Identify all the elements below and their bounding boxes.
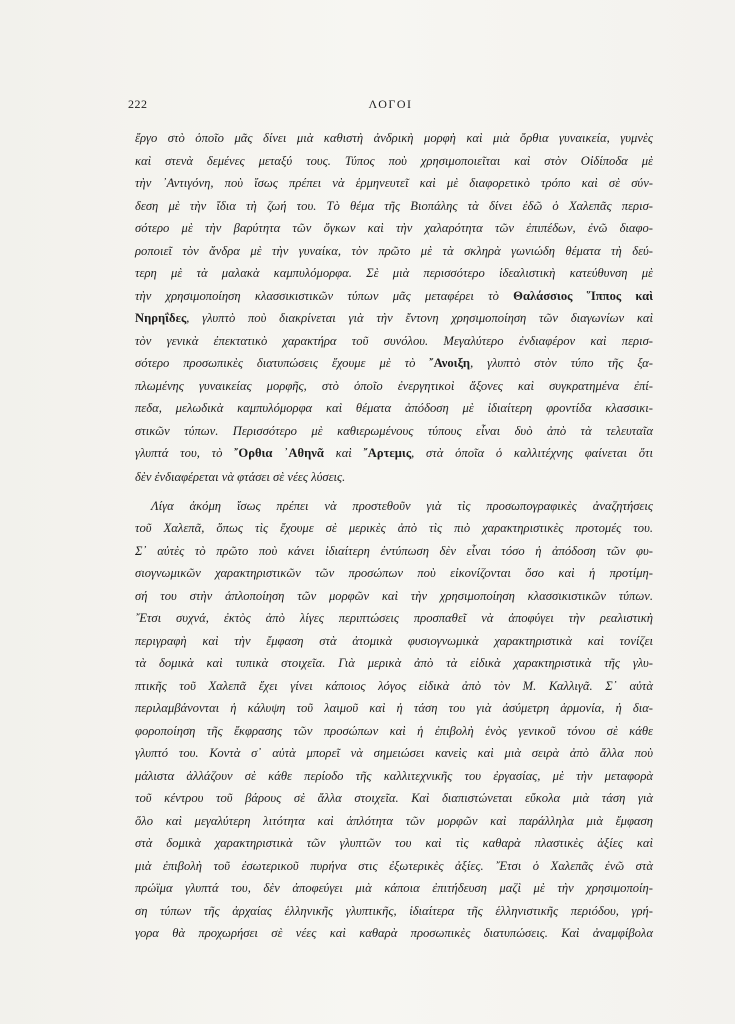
text-run: γλυπτά του, τὸ (135, 446, 235, 460)
text-run: μιὰ ἐπιβολὴ τοῦ ἐσωτερικοῦ πυρήνα στις ἐξωτερικὲς ἀξίες. ῎Ετσι ὁ Χαλεπᾶς ἐνῶ στὰ (135, 858, 653, 873)
text-run: , στὰ ὁποῖα ὁ καλλιτέχνης φαίνεται ὅτι (411, 446, 654, 460)
text-line (135, 262, 653, 285)
text-line (135, 352, 653, 375)
text-run: περιγραφὴ καὶ τὴν ἔμφαση στὰ ἀτομικὰ φυσιογνωμικὰ χαρακτηριστικὰ καὶ τονίζει (135, 633, 653, 648)
text-line (135, 495, 653, 518)
text-line (135, 877, 653, 900)
body-text (135, 127, 653, 945)
text-run: τερη μὲ τὰ μαλακὰ καμπυλόμορφα. Σὲ μιὰ περισσότερο ἰδεαλιστικὴ κατεύθυνση μὲ (135, 266, 653, 280)
text-line (135, 442, 653, 465)
text-run: ση τύπων τῆς ἀρχαίας ἑλληνικῆς γλυπτικῆς, ἰδιαίτερα τῆς ἑλληνιστικῆς περιόδου, γρή- (135, 903, 653, 918)
text-run: , γλυπτὸ ποὺ διακρίνεται γιὰ τὴν ἔντονη χρησιμοποίηση τῶν διαγωνίων καὶ (186, 311, 653, 325)
text-line (135, 420, 653, 443)
text-run: σότερο μὲ τὴν βαρύτητα τῶν ὄγκων καὶ τὴν χαλαρότητα τῶν ἐπιπέδων, ἐνῶ διαφο- (135, 221, 653, 235)
text-line (135, 240, 653, 263)
text-line (135, 832, 653, 855)
text-run: σή του στὴν ἁπλοποίηση τῶν μορφῶν καὶ τὴν χρησιμοποίηση κλασσικιστικῶν τύπων. (135, 588, 653, 603)
text-run: τὴν χρησιμοποίηση κλασσικιστικῶν τύπων μᾶς μεταφέρει τὸ (135, 288, 514, 303)
text-line (135, 540, 653, 563)
text-line (135, 517, 653, 540)
text-line (135, 330, 653, 353)
text-run: ἔργο στὸ ὁποῖο μᾶς δίνει μιὰ καθιστὴ ἀνδρικὴ μορφὴ καὶ μιὰ ὄρθια γυναικεία, γυμνὲς (135, 131, 653, 145)
text-run: Λίγα ἀκόμη ἴσως πρέπει νὰ προστεθοῦν γιὰ τὶς προσωπογραφικὲς ἀναζητήσεις (151, 498, 653, 513)
text-run: σότερο προσωπικὲς διατυπώσεις ἔχουμε μὲ τὸ (135, 356, 430, 370)
text-run: καὶ στενὰ δεμένες μεταξύ τους. Τύπος ποὺ χρησιμοποιεῖται καὶ στὸν Οἰδίποδα μὲ (135, 153, 653, 168)
text-run: πλωμένης γυναικείας μορφῆς, στὸ ὁποῖο ἐνεργητικοὶ ἄξονες καὶ συγκρατημένα ἐπί- (135, 378, 653, 393)
text-run: ροποιεῖ τὸν ἄνδρα μὲ τὴν γυναίκα, τὸν πρῶτο μὲ τὰ σκληρὰ γωνιώδη θέματα τὴ δεύ- (135, 243, 653, 258)
text-run: γορα θὰ προχωρήσει σὲ νέες καὶ καθαρὰ προσωπικὲς διατυπώσεις. Καὶ ἀναμφίβολα (135, 926, 653, 940)
text-run: δὲν ἐνδιαφέρεται νὰ φτάσει σὲ νέες λύσεις. (135, 469, 346, 484)
text-line (135, 652, 653, 675)
text-run: σιογνωμικῶν χαρακτηριστικῶν τῶν προσώπων ποὺ εἰκονίζονται ὅσο καὶ ἡ προτίμη- (135, 566, 653, 580)
text-line (135, 150, 653, 173)
text-line (135, 630, 653, 653)
text-run: τὰ δομικὰ καὶ τυπικὰ στοιχεῖα. Γιὰ μερικὰ ἀπὸ τὰ εἰδικὰ χαρακτηριστικὰ τῆς γλυ- (135, 656, 653, 670)
sculpture-title: ῎Ανοιξη (429, 356, 471, 370)
text-line (135, 195, 653, 218)
text-run: Σ᾿ αὐτὲς τὸ πρῶτο ποὺ κάνει ἰδιαίτερη ἐντύπωση δὲν εἶναι τόσο ἡ ἀπόδοση τῶν φυ- (135, 543, 653, 558)
text-line (135, 375, 653, 398)
text-line (135, 585, 653, 608)
text-run: περιλαμβάνονται ἡ κάλυψη τοῦ λαιμοῦ καὶ ἡ τάση του γιὰ ἀσύμετρη ἁρμονία, ἡ δια- (135, 701, 653, 715)
text-run: πρώϊμα γλυπτά του, δὲν ἀποφεύγει μιὰ κάποια ἐπιτήδευση μαζὶ μὲ τὴν χρησιμοποίη- (135, 881, 653, 895)
text-line (135, 465, 653, 495)
text-line (135, 397, 653, 420)
text-line (135, 697, 653, 720)
text-line (135, 172, 653, 195)
text-line (135, 607, 653, 630)
text-line (135, 922, 653, 945)
text-line (135, 765, 653, 788)
sculpture-title: ῎Αρτεμις (363, 446, 412, 460)
text-run: γλυπτό του. Κοντὰ σ᾿ αὐτὰ μπορεῖ νὰ σημειώσει κανεὶς καὶ μιὰ σειρὰ ἀπὸ ἄλλα ποὺ (135, 746, 653, 760)
text-run: στικῶν τύπων. Περισσότερο μὲ καθιερωμένους τύπους εἶναι δυὸ ἀπὸ τὰ τελευταῖα (135, 423, 653, 438)
text-run: τοῦ Χαλεπᾶ, ὅπως τὶς ἔχουμε σὲ μερικὲς ἀπὸ τὶς πιὸ χαρακτηριστικὲς προτομές του. (135, 521, 653, 535)
text-run: ῎Ετσι συχνά, ἐκτὸς ἀπὸ λίγες περιπτώσεις προσπαθεῖ νὰ ἀποφύγει τὴν ρεαλιστικὴ (135, 611, 653, 625)
text-run: φοροποίηση τῆς ἔκφρασης τῶν προσώπων καὶ ἡ ἐπιβολὴ ἑνὸς γενικοῦ τόνου σὲ κάθε (135, 723, 653, 738)
text-run: τὸν γενικὰ ἐπεκτατικὸ χαρακτήρα τοῦ συνόλου. Μεγαλύτερο ἐνδιαφέρον καὶ περισ- (135, 333, 653, 348)
text-run: πτικῆς τοῦ Χαλεπᾶ ἔχει γίνει κάποιος λόγος εἰδικὰ ἀπὸ τὸν Μ. Καλλιγᾶ. Σ᾿ αὐτὰ (135, 678, 653, 693)
text-run: στὰ δομικὰ χαρακτηριστικὰ τῶν γλυπτῶν του καὶ τὶς καθαρὰ πλαστικὲς ἀξίες καὶ (135, 836, 653, 850)
text-run: μάλιστα ἀλλάζουν σὲ κάθε περίοδο τῆς καλλιτεχνικῆς του ἐργασίας, μὲ τὴν μεταφορὰ (135, 768, 653, 783)
text-run: ὅλο καὶ μεγαλύτερη λιτότητα καὶ ἁπλότητα τῶν μορφῶν καὶ παράλληλα μιὰ ἔμφαση (135, 813, 653, 828)
text-run: , γλυπτὸ στὸν τύπο τῆς ξα- (470, 356, 653, 370)
text-line (135, 742, 653, 765)
text-run: τοῦ κέντρου τοῦ βάρους σὲ ἄλλα στοιχεῖα. Καὶ διαπιστώνεται εὔκολα μιὰ τάση γιὰ (135, 791, 653, 805)
text-run: καὶ (323, 446, 364, 460)
text-line (135, 675, 653, 698)
text-line (135, 285, 653, 308)
page-number: 222 (128, 97, 148, 111)
text-line (135, 127, 653, 150)
text-line (135, 900, 653, 923)
text-line (135, 810, 653, 833)
text-run: πεδα, μελωδικὰ καμπυλόμορφα καὶ θέματα ἀπόδοση μὲ ἰδιαίτερη φροντίδα κλασσικι- (135, 401, 653, 415)
sculpture-title: Θαλάσσιος ῞Ιππος καὶ (513, 288, 653, 303)
text-line (135, 307, 653, 330)
text-line (135, 787, 653, 810)
text-line (135, 217, 653, 240)
page-header (128, 97, 653, 115)
text-line (135, 720, 653, 743)
text-run: τὴν ᾿Αντιγόνη, ποὺ ἴσως πρέπει νὰ ἑρμηνευτεῖ καὶ μὲ διαφορετικὸ τρόπο καὶ σὲ σύν- (135, 176, 653, 190)
running-head: ΛΟΓΟΙ (368, 97, 413, 111)
text-run: δεση μὲ τὴν ἴδια τὴ ζωή του. Τὸ θέμα τῆς Βιοπάλης τὰ δίνει ἐδῶ ὁ Χαλεπᾶς περισ- (135, 198, 653, 213)
sculpture-title: Νηρηΐδες (135, 311, 187, 325)
sculpture-title: ῎Ορθια ᾿Αθηνᾶ (234, 446, 324, 460)
text-line (135, 562, 653, 585)
text-line (135, 855, 653, 878)
